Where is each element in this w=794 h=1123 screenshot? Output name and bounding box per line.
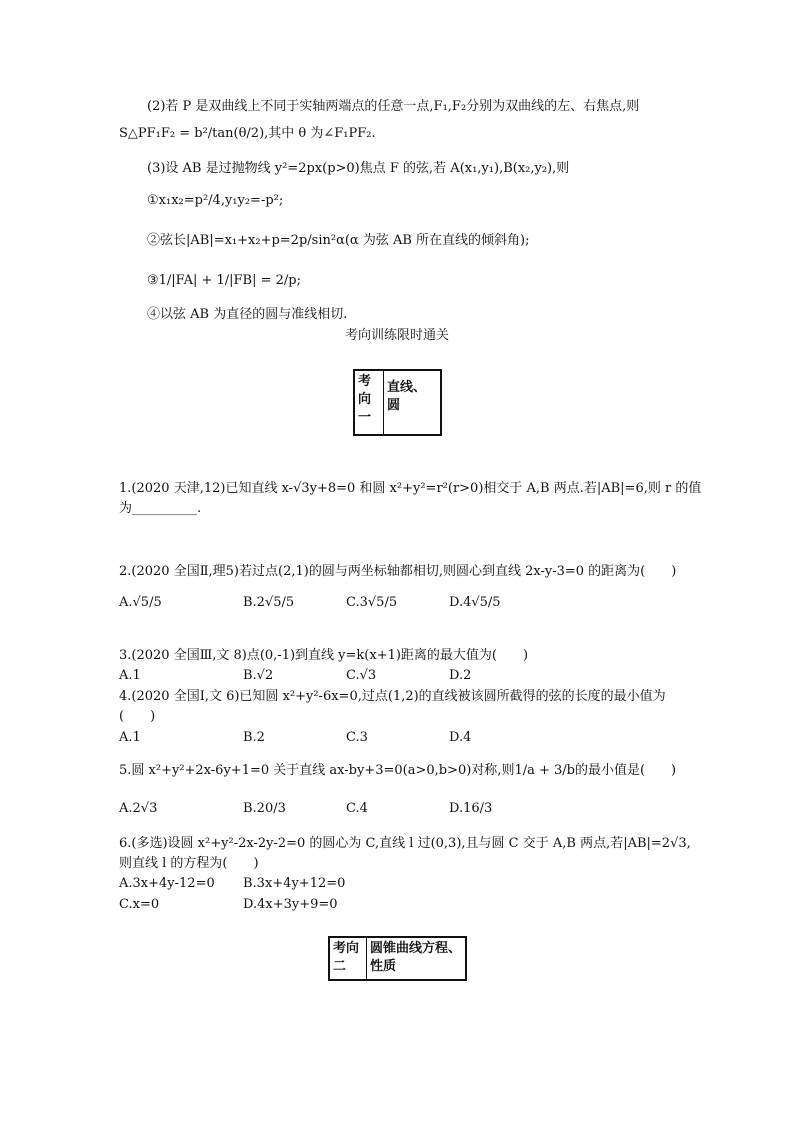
topic-label: 考向一 <box>355 371 384 434</box>
question-3-option-d: D.2 <box>449 668 472 683</box>
section-title: 考向训练限时通关 <box>344 328 449 343</box>
intro-item4: ④以弦 AB 为直径的圆与准线相切. <box>147 307 348 322</box>
question-5-option-d: D.16/3 <box>449 801 493 816</box>
question-5-option-c: C.4 <box>346 801 368 816</box>
question-3-option-c: C.√3 <box>346 668 377 683</box>
topic-title: 直线、圆 <box>387 380 427 413</box>
question-4-option-d: D.4 <box>449 730 472 745</box>
topic-box-1 <box>353 369 442 436</box>
question-3-option-a: A.1 <box>119 668 141 683</box>
question-1-line2: 为__________. <box>119 501 202 516</box>
question-2-option-b: B.2√5/5 <box>243 595 295 610</box>
question-5-option-a: A.2√3 <box>119 801 158 816</box>
question-5: 5.圆 x²+y²+2x-6y+1=0 关于直线 ax-by+3=0(a>0,b>0)对称,则1/a + 3/b的最小值是( ) <box>119 763 677 778</box>
topic-title: 圆锥曲线方程、性质 <box>370 941 462 974</box>
question-6-line2: 则直线 l 的方程为( ) <box>119 856 259 871</box>
intro-item2: ②弦长|AB|=x₁+x₂+p=2p/sin²α(α 为弦 AB 所在直线的倾斜角); <box>147 233 530 248</box>
intro-item1: ①x₁x₂=p²/4,y₁y₂=-p²; <box>147 193 284 208</box>
question-2: 2.(2020 全国Ⅱ,理5)若过点(2,1)的圆与两坐标轴都相切,则圆心到直线 2x-y-3=0 的距离为( ) <box>119 564 677 579</box>
question-5-option-b: B.20/3 <box>243 801 286 816</box>
intro-p2-line1: (2)若 P 是双曲线上不同于实轴两端点的任意一点,F₁,F₂分别为双曲线的左、右焦点,则 <box>147 99 640 114</box>
question-6-option-a: A.3x+4y-12=0 <box>119 876 215 891</box>
question-1-line1: 1.(2020 天津,12)已知直线 x-√3y+8=0 和圆 x²+y²=r²(r>0)相交于 A,B 两点.若|AB|=6,则 r 的值 <box>119 481 702 496</box>
question-2-option-d: D.4√5/5 <box>449 595 501 610</box>
question-3-option-b: B.√2 <box>243 668 274 683</box>
intro-p3-line: (3)设 AB 是过抛物线 y²=2px(p>0)焦点 F 的弦,若 A(x₁,y₁),B(x₂,y₂),则 <box>147 161 570 176</box>
topic-label: 考向二 <box>330 938 367 979</box>
question-2-option-a: A.√5/5 <box>119 595 162 610</box>
question-2-option-c: C.3√5/5 <box>346 595 398 610</box>
question-6-option-c: C.x=0 <box>119 897 160 912</box>
question-3: 3.(2020 全国Ⅲ,文 8)点(0,-1)到直线 y=k(x+1)距离的最大值为( ) <box>119 648 529 663</box>
question-6-line1: 6.(多选)设圆 x²+y²-2x-2y-2=0 的圆心为 C,直线 l 过(0,3),且与圆 C 交于 A,B 两点,若|AB|=2√3, <box>119 836 691 851</box>
question-4-option-a: A.1 <box>119 730 141 745</box>
topic-box-2 <box>328 936 467 981</box>
question-4-line2: ( ) <box>119 709 156 724</box>
question-4-option-c: C.3 <box>346 730 368 745</box>
intro-item3: ③1/|FA| + 1/|FB| = 2/p; <box>147 273 301 288</box>
intro-p2-line2: S△PF₁F₂ = b²/tan(θ/2),其中 θ 为∠F₁PF₂. <box>119 126 376 141</box>
question-6-option-d: D.4x+3y+9=0 <box>243 897 338 912</box>
question-4-line1: 4.(2020 全国Ⅰ,文 6)已知圆 x²+y²-6x=0,过点(1,2)的直线被该圆所截得的弦的长度的最小值为 <box>119 689 666 704</box>
question-4-option-b: B.2 <box>243 730 265 745</box>
question-6-option-b: B.3x+4y+12=0 <box>243 876 346 891</box>
